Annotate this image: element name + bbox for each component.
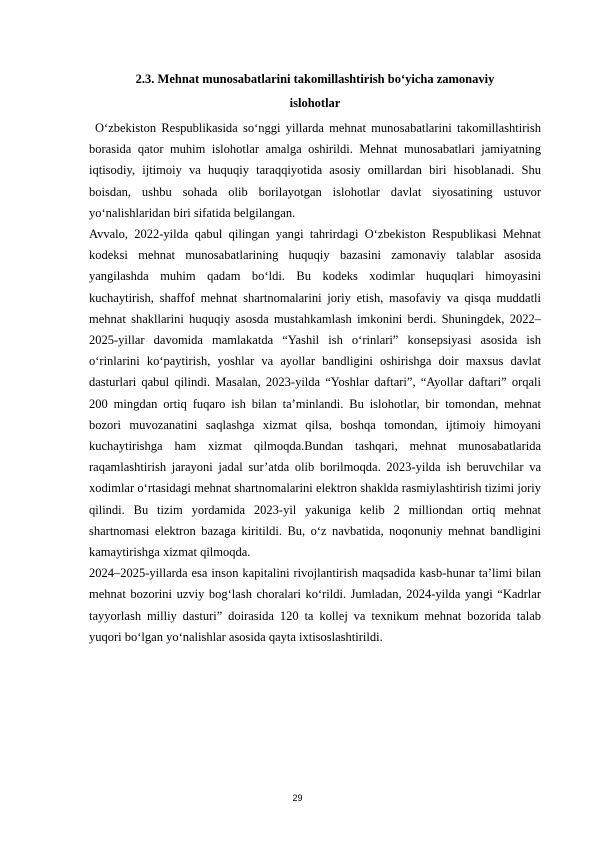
- paragraph-labor-code: Avvalo, 2022-yilda qabul qilingan yangi tahrirdagi O‘zbekiston Respublikasi Mehnat kodeksi mehnat munosabatlarining huquqiy bazasini zamonaviy talablar asosida yangilashda muhim qadam bo‘ldi. Bu kodeks xodimlar huquqlari himoyasini kuchaytirish, shaffof mehnat shartnomalarini joriy etish, masofaviy va qisqa muddatli mehnat shakllarini huquqiy asosda mustahkamlash imkonini berdi. Shuningdek, 2022–2025-yillar davomida mamlakatda “Yashil ish o‘rinlari” konsepsiyasi asosida ish o‘rinlarini ko‘paytirish, yoshlar va ayollar bandligini oshirishga doir maxsus davlat dasturlari qabul qilindi. Masalan, 2023-yilda “Yoshlar daftari”, “Ayollar daftari” orqali 200 mingdan ortiq fuqaro ish bilan ta’minlandi. Bu islohotlar, bir tomondan, mehnat bozori muvozanatini saqlashga xizmat qilsa, boshqa tomondan, ijtimoiy himoyani kuchaytirishga ham xizmat qilmoqda.Bundan tashqari, mehnat munosabatlarida raqamlashtirish jarayoni jadal sur’atda olib borilmoqda. 2023-yilda ish beruvchilar va xodimlar o‘rtasidagi mehnat shartnomalarini elektron shaklda rasmiylashtirish tizimi joriy qilindi. Bu tizim yordamida 2023-yil yakuniga kelib 2 milliondan ortiq mehnat shartnomasi elektron bazaga kiritildi. Bu, o‘z navbatida, noqonuniy mehnat bandligini kamaytirishga xizmat qilmoqda.: [89, 227, 541, 560]
- section-heading-line-2: islohotlar: [289, 96, 341, 110]
- paragraph-intro: O‘zbekiston Respublikasida so‘nggi yillarda mehnat munosabatlarini takomillashtirish borasida qator muhim islohotlar amalga oshirildi. Mehnat munosabatlari jamiyatning iqtisodiy, ijtimoiy va huquqiy taraqqiyotida asosiy omillardan biri hisoblanadi. Shu boisdan, ushbu sohada olib borilayotgan islohotlar davlat siyosatining ustuvor yo‘nalishlaridan biri sifatida belgilangan.: [89, 121, 541, 220]
- body-text: [89, 118, 541, 648]
- section-heading-line-1: 2.3. Mehnat munosabatlarini takomillashtirish bo‘yicha zamonaviy: [135, 72, 495, 86]
- section-heading: [89, 67, 541, 115]
- paragraph-human-capital: 2024–2025-yillarda esa inson kapitalini rivojlantirish maqsadida kasb-hunar ta’limi bilan mehnat bozorini uzviy bog‘lash choralari ko‘rildi. Jumladan, 2024-yilda yangi “Kadrlar tayyorlash milliy dasturi” doirasida 120 ta kollej va texnikum mehnat bozorida talab yuqori bo‘lgan yo‘nalishlar asosida qayta ixtisoslashtirildi.: [89, 566, 541, 644]
- page-number: 29: [292, 793, 303, 803]
